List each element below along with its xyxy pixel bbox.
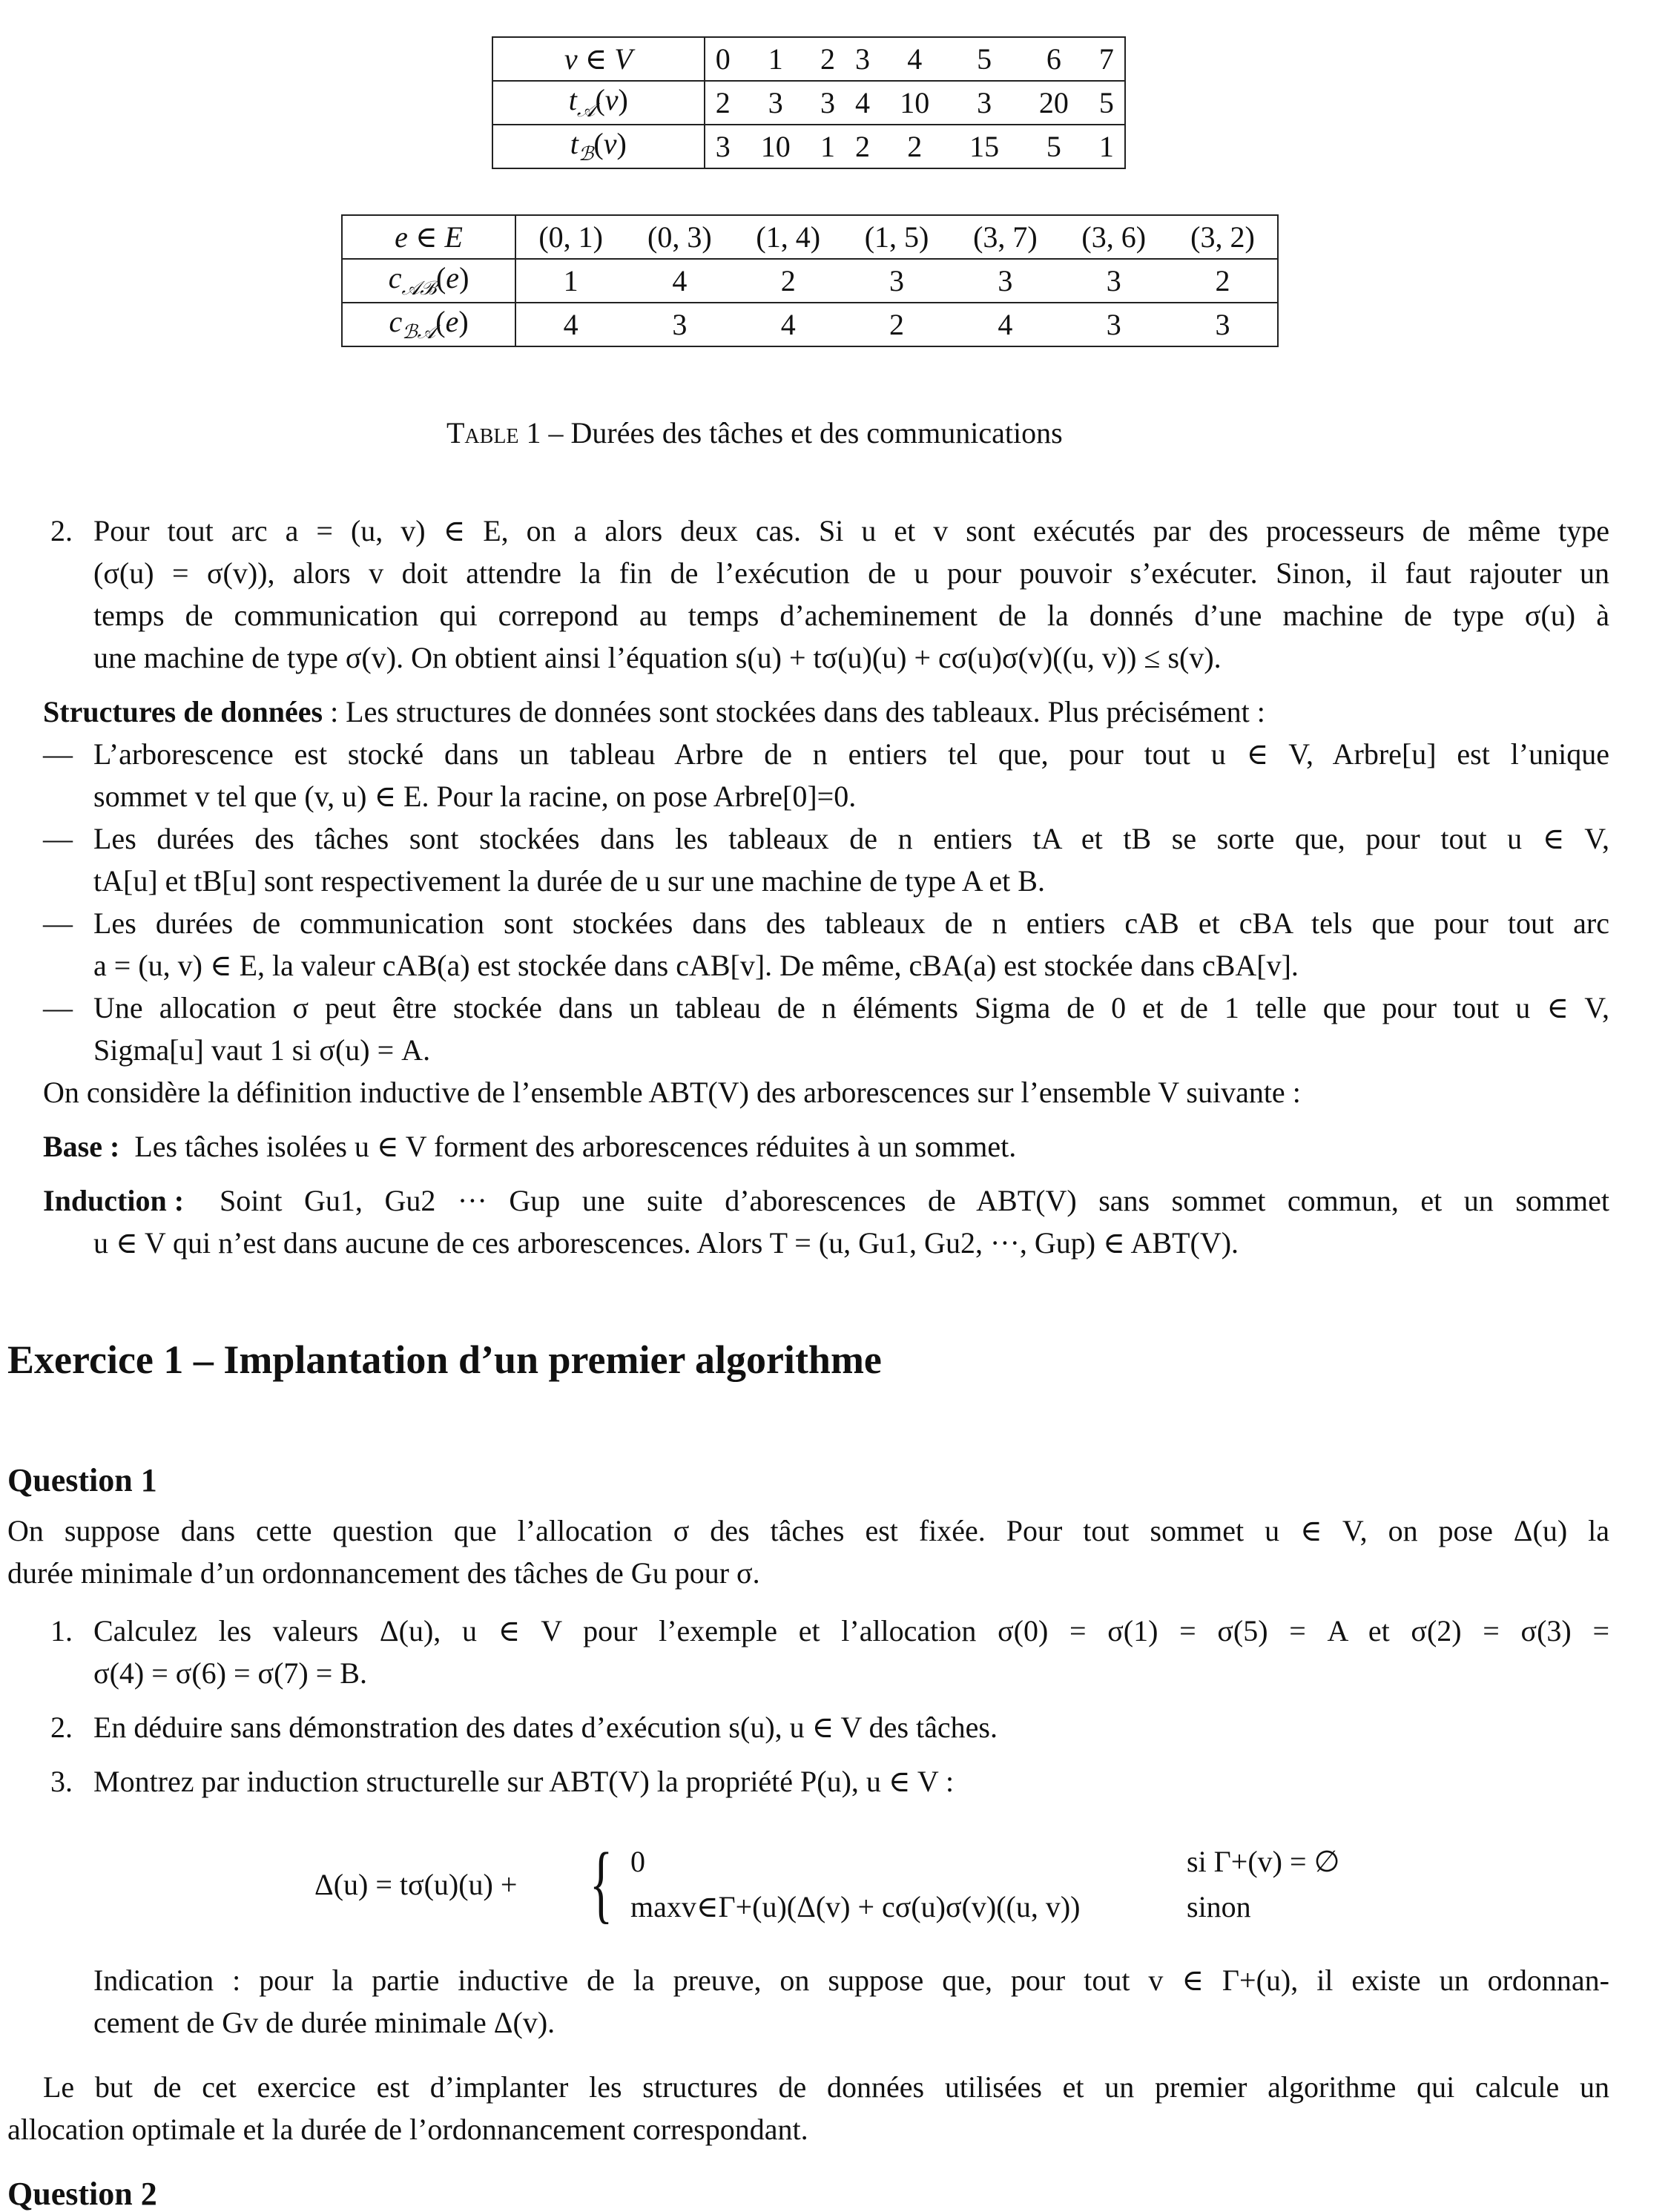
base-label: Base : (43, 1130, 120, 1163)
structures-bullet-line: tA[u] et tB[u] sont respectivement la durée de u sur une machine de type A et B. (93, 864, 1045, 898)
edge-cell: (3, 2) (1168, 215, 1278, 259)
cBA-cell: 4 (998, 307, 1013, 341)
question1-title: Question 1 (7, 1462, 157, 1498)
cBA-header: $c_{ℬ𝒜}(e)$ (342, 303, 515, 346)
vertex-cell: 5 (949, 37, 1019, 81)
tA-cell: 20 (1019, 81, 1089, 125)
base-clause (43, 1132, 1016, 1162)
tB-cell: 10 (760, 129, 791, 163)
q1-paragraph-line: On suppose dans cette question que l’allocation σ des tâches est fixée. Pour tout sommet u ∈ V, on pose Δ(u) la (7, 1514, 1609, 1547)
dash-bullet: — (43, 906, 73, 940)
cBA-cell: 3 (1215, 307, 1230, 341)
structures-heading (43, 697, 1265, 727)
cAB-header: $c_{𝒜ℬ}(e)$ (342, 259, 515, 303)
edge-cell: (3, 7) (951, 215, 1059, 259)
induction-line: u ∈ V qui n’est dans aucune de ces arborescences. Alors T = (u, Gu1, Gu2, ···, Gup) ∈ ABT(V). (93, 1226, 1239, 1260)
tA-cell: 2 (705, 81, 741, 125)
edge-cell: (1, 5) (843, 215, 951, 259)
structures-bullet-line: Une allocation σ peut être stockée dans un tableau de n éléments Sigma de 0 et de 1 telle que pour tout u ∈ V, (93, 991, 1609, 1024)
tB-cell: 2 (907, 129, 923, 163)
induction-line: Soint Gu1, Gu2 ··· Gup une suite d’aborescences de ABT(V) sans sommet commun, et un sommet (220, 1184, 1609, 1217)
vertex-cell: 6 (1019, 37, 1089, 81)
cBA-cell: 4 (563, 307, 578, 341)
tB-cell: 3 (715, 129, 731, 163)
vertex-cell: 2 (811, 37, 845, 81)
equation-case2: maxv∈Γ+(u)(Δ(v) + cσ(u)σ(v)((u, v)) (630, 1890, 1081, 1923)
structures-bullet-line: Sigma[u] vaut 1 si σ(u) = A. (93, 1033, 431, 1067)
edge-cell: (0, 3) (625, 215, 734, 259)
equation-lhs: Δ(u) = tσ(u)(u) + (314, 1868, 518, 1901)
tA-cell: 10 (880, 81, 949, 125)
q1-item-number: 3. (50, 1765, 73, 1798)
cAB-cell: 3 (951, 259, 1059, 303)
vertex-cell: 7 (1089, 37, 1125, 81)
edge-header: e ∈ E (342, 215, 515, 259)
q1-item-line: Montrez par induction structurelle sur ABT(V) la propriété P(u), u ∈ V : (93, 1765, 955, 1798)
cAB-cell: 2 (734, 259, 843, 303)
cAB-cell: 4 (625, 259, 734, 303)
caption-number: 1 (526, 416, 541, 450)
cBA-cell: 3 (1106, 307, 1121, 341)
vertex-header: v ∈ V (492, 37, 705, 81)
tB-cell: 1 (820, 129, 836, 163)
structures-bullet-line: Les durées des tâches sont stockées dans les tableaux de n entiers tA et tB se sorte que, pour tout u ∈ V, (93, 822, 1609, 855)
item2-line: (σ(u) = σ(v)), alors v doit attendre la fin de l’exécution de u pour pouvoir s’exécuter. Sinon, il faut rajouter un (93, 556, 1609, 590)
cBA-cell: 4 (780, 307, 796, 341)
tB-cell: 15 (969, 129, 1000, 163)
structures-bullet-line: sommet v tel que (v, u) ∈ E. Pour la racine, on pose Arbre[0]=0. (93, 780, 857, 813)
tB-header: $t_ℬ(v)$ (492, 125, 705, 168)
q1-item-number: 2. (50, 1711, 73, 1744)
structures-title: Structures de données (43, 695, 323, 728)
q1-paragraph-line: durée minimale d’un ordonnancement des tâches de Gu pour σ. (7, 1556, 760, 1590)
task-duration-table (492, 36, 1126, 169)
edge-cell: (3, 6) (1060, 215, 1168, 259)
dash-bullet: — (43, 822, 73, 855)
caption-text: Durées des tâches et des communications (570, 416, 1063, 450)
tB-cell: 2 (854, 129, 870, 163)
tA-header: $t_𝒜(v)$ (492, 81, 705, 125)
cBA-cell: 3 (672, 307, 688, 341)
vertex-cell: 1 (741, 37, 811, 81)
q1-item-line: En déduire sans démonstration des dates d’exécution s(u), u ∈ V des tâches. (93, 1711, 998, 1744)
q1-item-line: σ(4) = σ(6) = σ(7) = B. (93, 1656, 367, 1690)
vertex-cell: 4 (880, 37, 949, 81)
edge-cell: (0, 1) (515, 215, 625, 259)
equation-case2-condition: sinon (1187, 1890, 1251, 1923)
structures-bullet-line: Les durées de communication sont stockées dans des tableaux de n entiers cAB et cBA tels que pour tout arc (93, 906, 1609, 940)
tA-cell: 3 (811, 81, 845, 125)
item2-line: Pour tout arc a = (u, v) ∈ E, on a alors deux cas. Si u et v sont exécutés par des processeurs de même type (93, 514, 1609, 547)
induction-label: Induction : (43, 1184, 185, 1217)
cAB-cell: 2 (1168, 259, 1278, 303)
communication-table (341, 214, 1279, 347)
tA-cell: 4 (845, 81, 880, 125)
structures-intro: : Les structures de données sont stockées dans des tableaux. Plus précisément : (323, 695, 1265, 728)
vertex-cell: 0 (705, 37, 741, 81)
tB-cell: 1 (1098, 129, 1114, 163)
tA-cell: 3 (949, 81, 1019, 125)
equation-brace: { (590, 1834, 613, 1932)
hint-line: Indication : pour la partie inductive de la preuve, on suppose que, pour tout v ∈ Γ+(u), il existe un ordonnan- (93, 1964, 1609, 1997)
structures-bullet-line: L’arborescence est stocké dans un tableau Arbre de n entiers tel que, pour tout u ∈ V, Arbre[u] est l’unique (93, 737, 1609, 771)
caption-label: Table (446, 416, 519, 450)
item2-line: une machine de type σ(v). On obtient ainsi l’équation s(u) + tσ(u)(u) + cσ(u)σ(v)((u, v)) ≤ s(v). (93, 641, 1222, 674)
cAB-cell: 3 (843, 259, 951, 303)
tA-cell: 3 (741, 81, 811, 125)
edge-cell: (1, 4) (734, 215, 843, 259)
equation-case1-condition: si Γ+(v) = ∅ (1187, 1845, 1340, 1878)
tA-cell: 5 (1089, 81, 1125, 125)
table-caption: Table 1 – Durées des tâches et des communications (446, 416, 1063, 450)
vertex-cell: 3 (845, 37, 880, 81)
dash-bullet: — (43, 737, 73, 771)
q1-item-line: Calculez les valeurs Δ(u), u ∈ V pour l’exemple et l’allocation σ(0) = σ(1) = σ(5) = A et σ(2) = σ(3) = (93, 1614, 1609, 1648)
item2-line: temps de communication qui correpond au temps d’acheminement de la donnés d’une machine de type σ(u) à (93, 599, 1609, 632)
exercise-title: Exercice 1 – Implantation d’un premier algorithme (7, 1337, 882, 1382)
hint-line: cement de Gv de durée minimale Δ(v). (93, 2006, 556, 2039)
cAB-cell: 3 (1060, 259, 1168, 303)
q1-item-number: 1. (50, 1614, 73, 1648)
dash-bullet: — (43, 991, 73, 1024)
question2-title: Question 2 (7, 2176, 157, 2212)
tB-cell: 5 (1046, 129, 1061, 163)
base-text: Les tâches isolées u ∈ V forment des arborescences réduites à un sommet. (134, 1130, 1017, 1163)
goal-line: Le but de cet exercice est d’implanter les structures de données utilisées et un premier algorithme qui calcule un (43, 2070, 1609, 2104)
structures-bullet-line: a = (u, v) ∈ E, la valeur cAB(a) est stockée dans cAB[v]. De même, cBA(a) est stockée dans cBA[v]. (93, 949, 1299, 982)
goal-line: allocation optimale et la durée de l’ordonnancement correspondant. (7, 2113, 808, 2146)
inductive-intro: On considère la définition inductive de l’ensemble ABT(V) des arborescences sur l’ensemble V suivante : (43, 1076, 1301, 1109)
equation-case1: 0 (630, 1845, 645, 1878)
cAB-cell: 1 (515, 259, 625, 303)
item2-number: 2. (50, 514, 73, 547)
cBA-cell: 2 (889, 307, 905, 341)
